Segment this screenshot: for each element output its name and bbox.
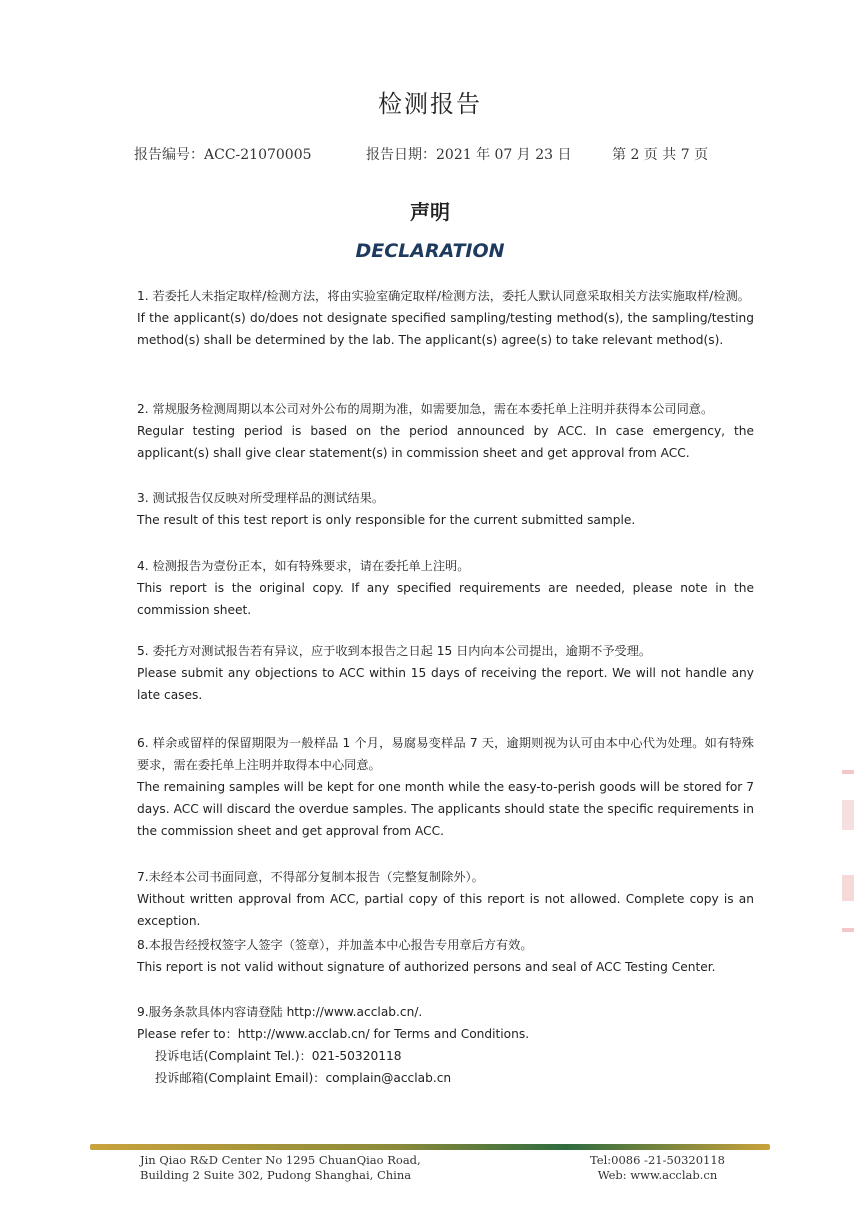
declaration-heading-en: DECLARATION [355, 240, 505, 262]
declaration-item-en: Without written approval from ACC, partial copy of this report is not allowed. Complete copy is an exception. [137, 892, 754, 928]
seal-stamp-fragment [842, 875, 854, 901]
declaration-item-2 [137, 398, 754, 464]
declaration-item-5 [137, 640, 754, 706]
footer-web: Web: www.acclab.cn [597, 1168, 718, 1182]
terms-link-en: Please refer to：http://www.acclab.cn/ for Terms and Conditions. [137, 1027, 530, 1041]
footer-contact [590, 1153, 725, 1183]
report-date: 报告日期：2021 年 07 月 23 日 [366, 147, 572, 163]
declaration-item-cn: 6. 样余或留样的保留期限为一般样品 1 个月，易腐易变样品 7 天，逾期则视为认可由本中心代为处理。如有特殊要求，需在委托单上注明并取得本中心同意。 [137, 736, 754, 772]
declaration-item-cn: 7.未经本公司书面同意，不得部分复制本报告（完整复制除外）。 [137, 870, 484, 884]
footer-address-line: Building 2 Suite 302, Pudong Shanghai, China [140, 1168, 412, 1182]
complaint-email: 投诉邮箱(Complaint Email)：complain@acclab.cn [155, 1071, 452, 1085]
declaration-item-cn: 1. 若委托人未指定取样/检测方法，将由实验室确定取样/检测方法，委托人默认同意采取相关方法实施取样/检测。 [137, 289, 750, 303]
declaration-item-3 [137, 487, 754, 531]
seal-stamp-fragment [842, 928, 854, 932]
declaration-item-cn: 8.本报告经授权签字人签字（签章），并加盖本中心报告专用章后方有效。 [137, 938, 533, 952]
declaration-item-en: The result of this test report is only responsible for the current submitted sample. [137, 513, 636, 527]
declaration-item-en: This report is not valid without signature of authorized persons and seal of ACC Testing Center. [137, 960, 716, 974]
footer-tel: Tel:0086 -21-50320118 [590, 1153, 725, 1167]
seal-stamp-fragment [842, 800, 854, 830]
page-title: 检测报告 [378, 90, 482, 118]
declaration-item-en: The remaining samples will be kept for one month while the easy-to-perish goods will be stored for 7 days. ACC will discard the overdue samples. The applicants should state the specific requirements in the commission sheet and get approval from ACC. [137, 780, 754, 838]
terms-link-cn: 9.服务条款具体内容请登陆 http://www.acclab.cn/. [137, 1005, 423, 1019]
complaint-tel: 投诉电话(Complaint Tel.)：021-50320118 [155, 1049, 402, 1063]
declaration-item-cn: 2. 常规服务检测周期以本公司对外公布的周期为准，如需要加急，需在本委托单上注明并获得本公司同意。 [137, 402, 714, 416]
declaration-item-cn: 5. 委托方对测试报告若有异议，应于收到本报告之日起 15 日内向本公司提出，逾期不予受理。 [137, 644, 652, 658]
declaration-item-cn: 3. 测试报告仅反映对所受理样品的测试结果。 [137, 491, 385, 505]
declaration-item-7 [137, 866, 754, 932]
declaration-item-9 [137, 1001, 754, 1089]
declaration-item-en: If the applicant(s) do/does not designate specified sampling/testing method(s), the sampling/testing method(s) shall be determined by the lab. The applicant(s) agree(s) to take relevant method(s). [137, 311, 754, 347]
footer-address [140, 1153, 421, 1183]
declaration-item-en: Please submit any objections to ACC within 15 days of receiving the report. We will not handle any late cases. [137, 666, 754, 702]
declaration-item-1 [137, 285, 754, 351]
footer-divider [90, 1144, 770, 1150]
declaration-item-6 [137, 732, 754, 842]
declaration-item-en: This report is the original copy. If any specified requirements are needed, please note in the commission sheet. [137, 581, 754, 617]
seal-stamp-fragment [842, 770, 854, 774]
declaration-item-4 [137, 555, 754, 621]
declaration-item-cn: 4. 检测报告为壹份正本，如有特殊要求，请在委托单上注明。 [137, 559, 470, 573]
declaration-item-en: Regular testing period is based on the period announced by ACC. In case emergency, the applicant(s) shall give clear statement(s) in commission sheet and get approval from ACC. [137, 424, 754, 460]
declaration-item-8 [137, 934, 754, 978]
declaration-heading-cn: 声明 [410, 200, 450, 224]
report-number: 报告编号：ACC-21070005 [134, 147, 312, 163]
page-indicator: 第 2 页 共 7 页 [612, 147, 709, 163]
footer-address-line: Jin Qiao R&D Center No 1295 ChuanQiao Road, [140, 1153, 421, 1167]
